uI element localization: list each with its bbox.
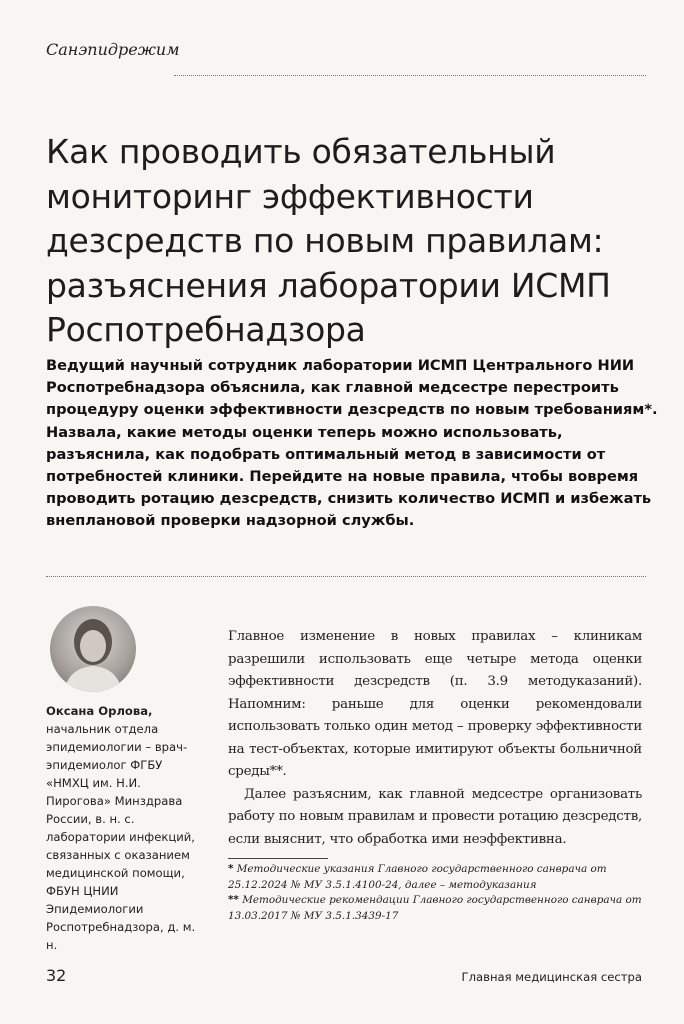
magazine-name: Главная медицинская сестра	[461, 970, 642, 984]
footnote-mark: *	[228, 863, 234, 875]
footnote-text: Методические рекомендации Главного государственного санврача от 13.03.2017 № МУ 3.5.1.3439-17	[228, 894, 642, 922]
page-number: 32	[46, 966, 67, 985]
body-paragraph: Далее разъясним, как главной медсестре организовать работу по новым правилам и провести ротацию дезсредств, если выяснит, что обработка ими неэффективна.	[228, 786, 642, 847]
body-paragraph: Главное изменение в новых правилах – клиникам разрешили использовать еще четыре метода оценки эффективности дезсредств (п. 3.9 методуказаний). Напомним: раньше для оценки рекомендовали использовать только один метод – проверку эффективности на тест-объектах, которые имитируют объекты больничной среды**.	[228, 629, 642, 779]
section-rubric: Санэпидрежим	[46, 40, 180, 59]
article-title: Как проводить обязательный мониторинг эффективности дезсредств по новым правилам: разъяснения лаборатории ИСМП Роспотребнадзора	[46, 132, 611, 349]
footnote-mark: **	[228, 894, 239, 906]
footnote-2	[228, 893, 648, 924]
author-name: Оксана Орлова,	[46, 704, 153, 718]
footnote-1	[228, 862, 648, 893]
footnote-text: Методические указания Главного государственного санврача от 25.12.2024 № МУ 3.5.1.4100-24, далее – методуказания	[228, 863, 607, 891]
footnote-rule	[228, 858, 328, 859]
article-lead: Ведущий научный сотрудник лаборатории ИСМП Центрального НИИ Роспотребнадзора объяснила, как главной медсестре перестроить процедуру оценки эффективности дезсредств по новым требованиям*. Назвала, какие методы оценки теперь можно использовать, разъяснила, как подобрать оптимальный метод в зависимости от потребностей клиники. Перейдите на новые правила, чтобы вовремя проводить ротацию дезсредств, снизить количество ИСМП и избежать внеплановой проверки надзорной службы.	[46, 357, 658, 530]
author-bio: начальник отдела эпидемиологии – врач-эпидемиолог ФГБУ «НМХЦ им. Н.И. Пирогова» Минздрава России, в. н. с. лаборатории инфекций, связанных с оказанием медицинской помощи, ФБУН ЦНИИ Эпидемиологии Роспотребнадзора, д. м. н.	[46, 722, 196, 952]
header-divider	[174, 75, 646, 76]
article-body	[228, 626, 642, 851]
author-photo	[50, 606, 136, 692]
author-info	[46, 702, 196, 954]
portrait-photo-icon	[50, 606, 136, 692]
lead-divider	[46, 576, 646, 577]
footnotes	[228, 862, 648, 924]
